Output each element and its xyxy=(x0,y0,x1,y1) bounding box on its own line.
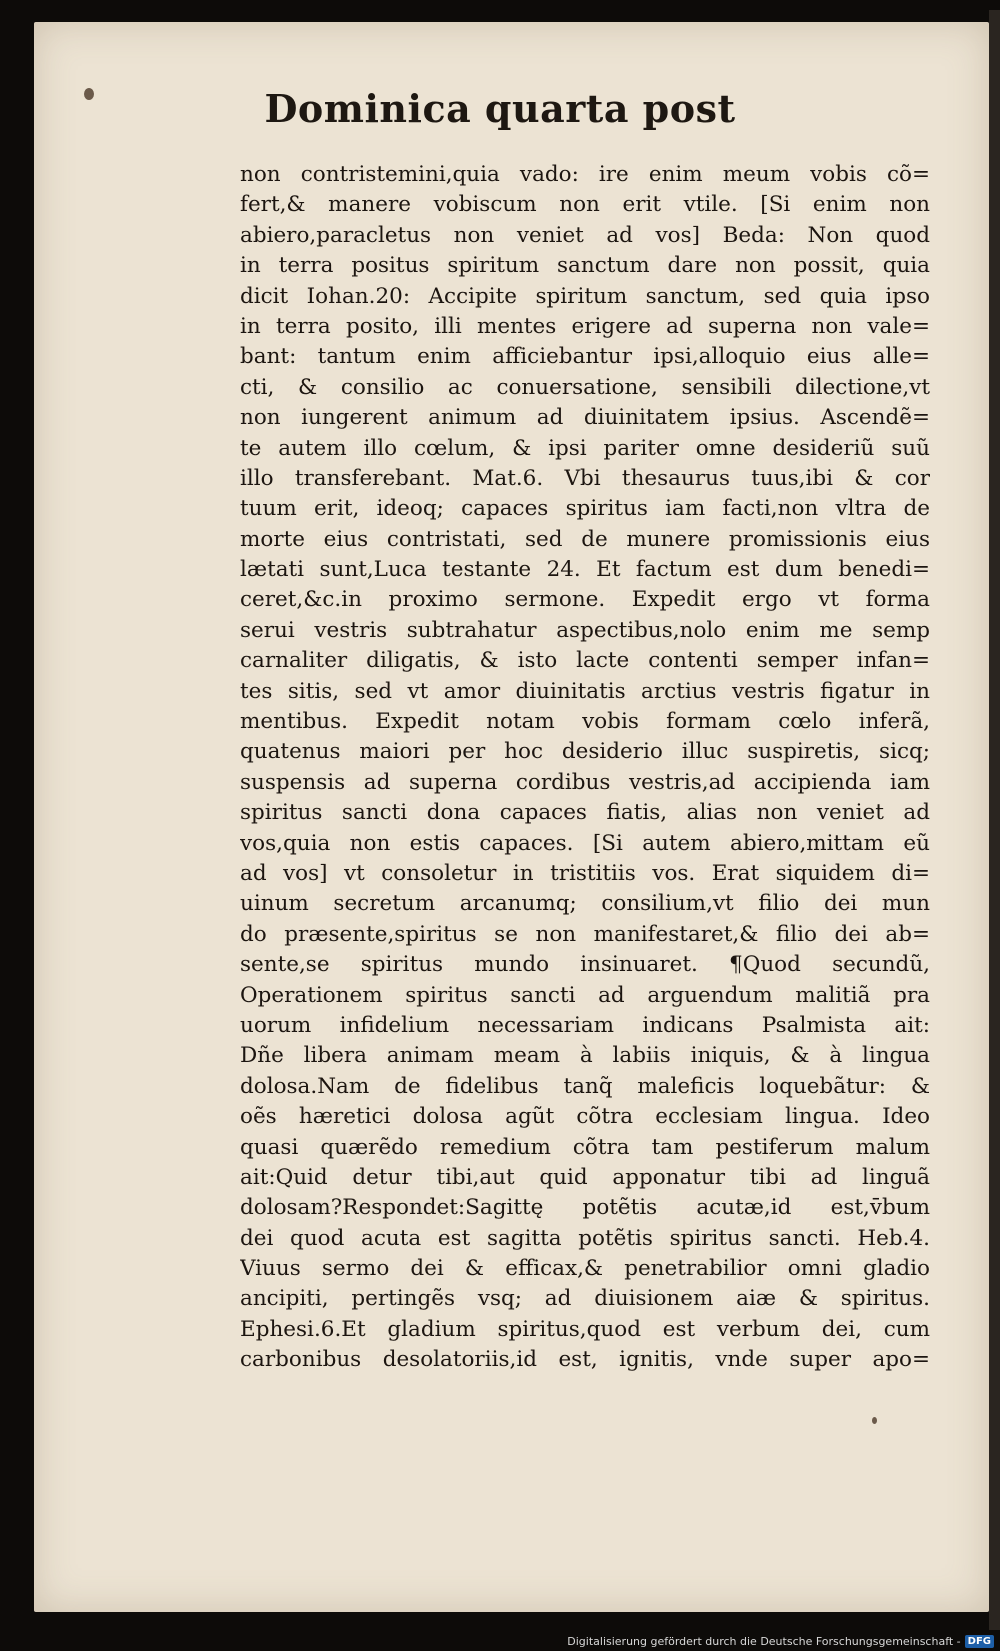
text-line: in terra positus spiritum sanctum dare non possit, quia xyxy=(240,253,930,279)
ink-dot-mark xyxy=(872,1417,877,1424)
text-line: oẽs hæretici dolosa agũt cõtra ecclesiam lingua. Ideo xyxy=(240,1104,930,1130)
text-line: suspensis ad superna cordibus vestris,ad accipienda iam xyxy=(240,769,930,795)
text-line: tuum erit, ideoq; capaces spiritus iam facti,non vltra de xyxy=(240,496,930,522)
text-line: dicit Iohan.20: Accipite spiritum sanctum, sed quia ipso xyxy=(240,283,930,309)
text-line: ancipiti, pertingẽs vsq; ad diuisionem aiæ & spiritus. xyxy=(240,1286,930,1312)
text-line: non contristemini,quia vado: ire enim meum vobis cõ= xyxy=(240,162,930,187)
text-line: non iungerent animum ad diuinitatem ipsius. Ascendẽ= xyxy=(240,405,930,431)
text-line: cti, & consilio ac conuersatione, sensibili dilectione,vt xyxy=(240,374,930,400)
text-line: in terra posito, illi mentes erigere ad superna non vale= xyxy=(240,313,930,339)
text-line: sente,se spiritus mundo insinuaret. ¶Quod secundũ, xyxy=(240,952,930,978)
text-line: fert,& manere vobiscum non erit vtile. [Si enim non xyxy=(240,192,930,218)
text-line: quatenus maiori per hoc desiderio illuc suspiretis, sicq; xyxy=(240,739,930,765)
running-head: Dominica quarta post xyxy=(264,86,736,131)
body-text-block xyxy=(240,160,930,1376)
text-line: abiero,paracletus non veniet ad vos] Beda: Non quod xyxy=(240,222,930,248)
text-line: serui vestris subtrahatur aspectibus,nolo enim me semp xyxy=(240,617,930,643)
text-line: bant: tantum enim afficiebantur ipsi,alloquio eius alle= xyxy=(240,344,930,370)
text-line: vos,quia non estis capaces. [Si autem abiero,mittam eũ xyxy=(240,830,930,856)
text-line: Operationem spiritus sancti ad arguendum malitiã pra xyxy=(240,982,930,1008)
text-line: uinum secretum arcanumq; consilium,vt filio dei mun xyxy=(240,891,930,917)
text-line: illo transferebant. Mat.6. Vbi thesaurus tuus,ibi & cor xyxy=(240,465,930,491)
text-line: dolosam?Respondet:Sagittę potẽtis acutæ,id est,v̄bum xyxy=(240,1195,930,1221)
book-edge-shadow xyxy=(989,10,1000,1630)
text-line: uorum infidelium necessariam indicans Psalmista ait: xyxy=(240,1012,930,1038)
text-line: Viuus sermo dei & efficax,& penetrabilior omni gladio xyxy=(240,1256,930,1282)
text-line: te autem illo cœlum, & ipsi pariter omne desideriũ suũ xyxy=(240,435,930,461)
digitization-credit xyxy=(567,1633,994,1649)
text-line: do præsente,spiritus se non manifestaret,& filio dei ab= xyxy=(240,921,930,947)
text-line: ceret,&c.in proximo sermone. Expedit ergo vt forma xyxy=(240,587,930,613)
text-line: ad vos] vt consoletur in tristitiis vos. Erat siquidem di= xyxy=(240,860,930,886)
text-line: dolosa.Nam de fidelibus tanq̃ maleficis loquebãtur: & xyxy=(240,1073,930,1099)
text-line: Dñe libera animam meam à labiis iniquis, & à lingua xyxy=(240,1043,930,1069)
credit-text: Digitalisierung gefördert durch die Deutsche Forschungsgemeinschaft - xyxy=(567,1634,961,1648)
dfg-logo-icon: DFG xyxy=(965,1635,994,1648)
text-line: ait:Quid detur tibi,aut quid apponatur tibi ad linguã xyxy=(240,1164,930,1190)
text-line: carnaliter diligatis, & isto lacte contenti semper infan= xyxy=(240,648,930,674)
text-line: Ephesi.6.Et gladium spiritus,quod est verbum dei, cum xyxy=(240,1316,930,1342)
text-line: mentibus. Expedit notam vobis formam cœlo inferã, xyxy=(240,709,930,735)
text-line: spiritus sancti dona capaces fiatis, alias non veniet ad xyxy=(240,800,930,826)
text-line: morte eius contristati, sed de munere promissionis eius xyxy=(240,526,930,552)
text-line: quasi quærẽdo remedium cõtra tam pestiferum malum xyxy=(240,1134,930,1160)
text-line: carbonibus desolatoriis,id est, ignitis, vnde super apo= xyxy=(240,1347,930,1373)
text-line: tes sitis, sed vt amor diuinitatis arctius vestris figatur in xyxy=(240,678,930,704)
text-line: dei quod acuta est sagitta potẽtis spiritus sancti. Heb.4. xyxy=(240,1225,930,1251)
text-line: lætati sunt,Luca testante 24. Et factum est dum benedi= xyxy=(240,557,930,583)
